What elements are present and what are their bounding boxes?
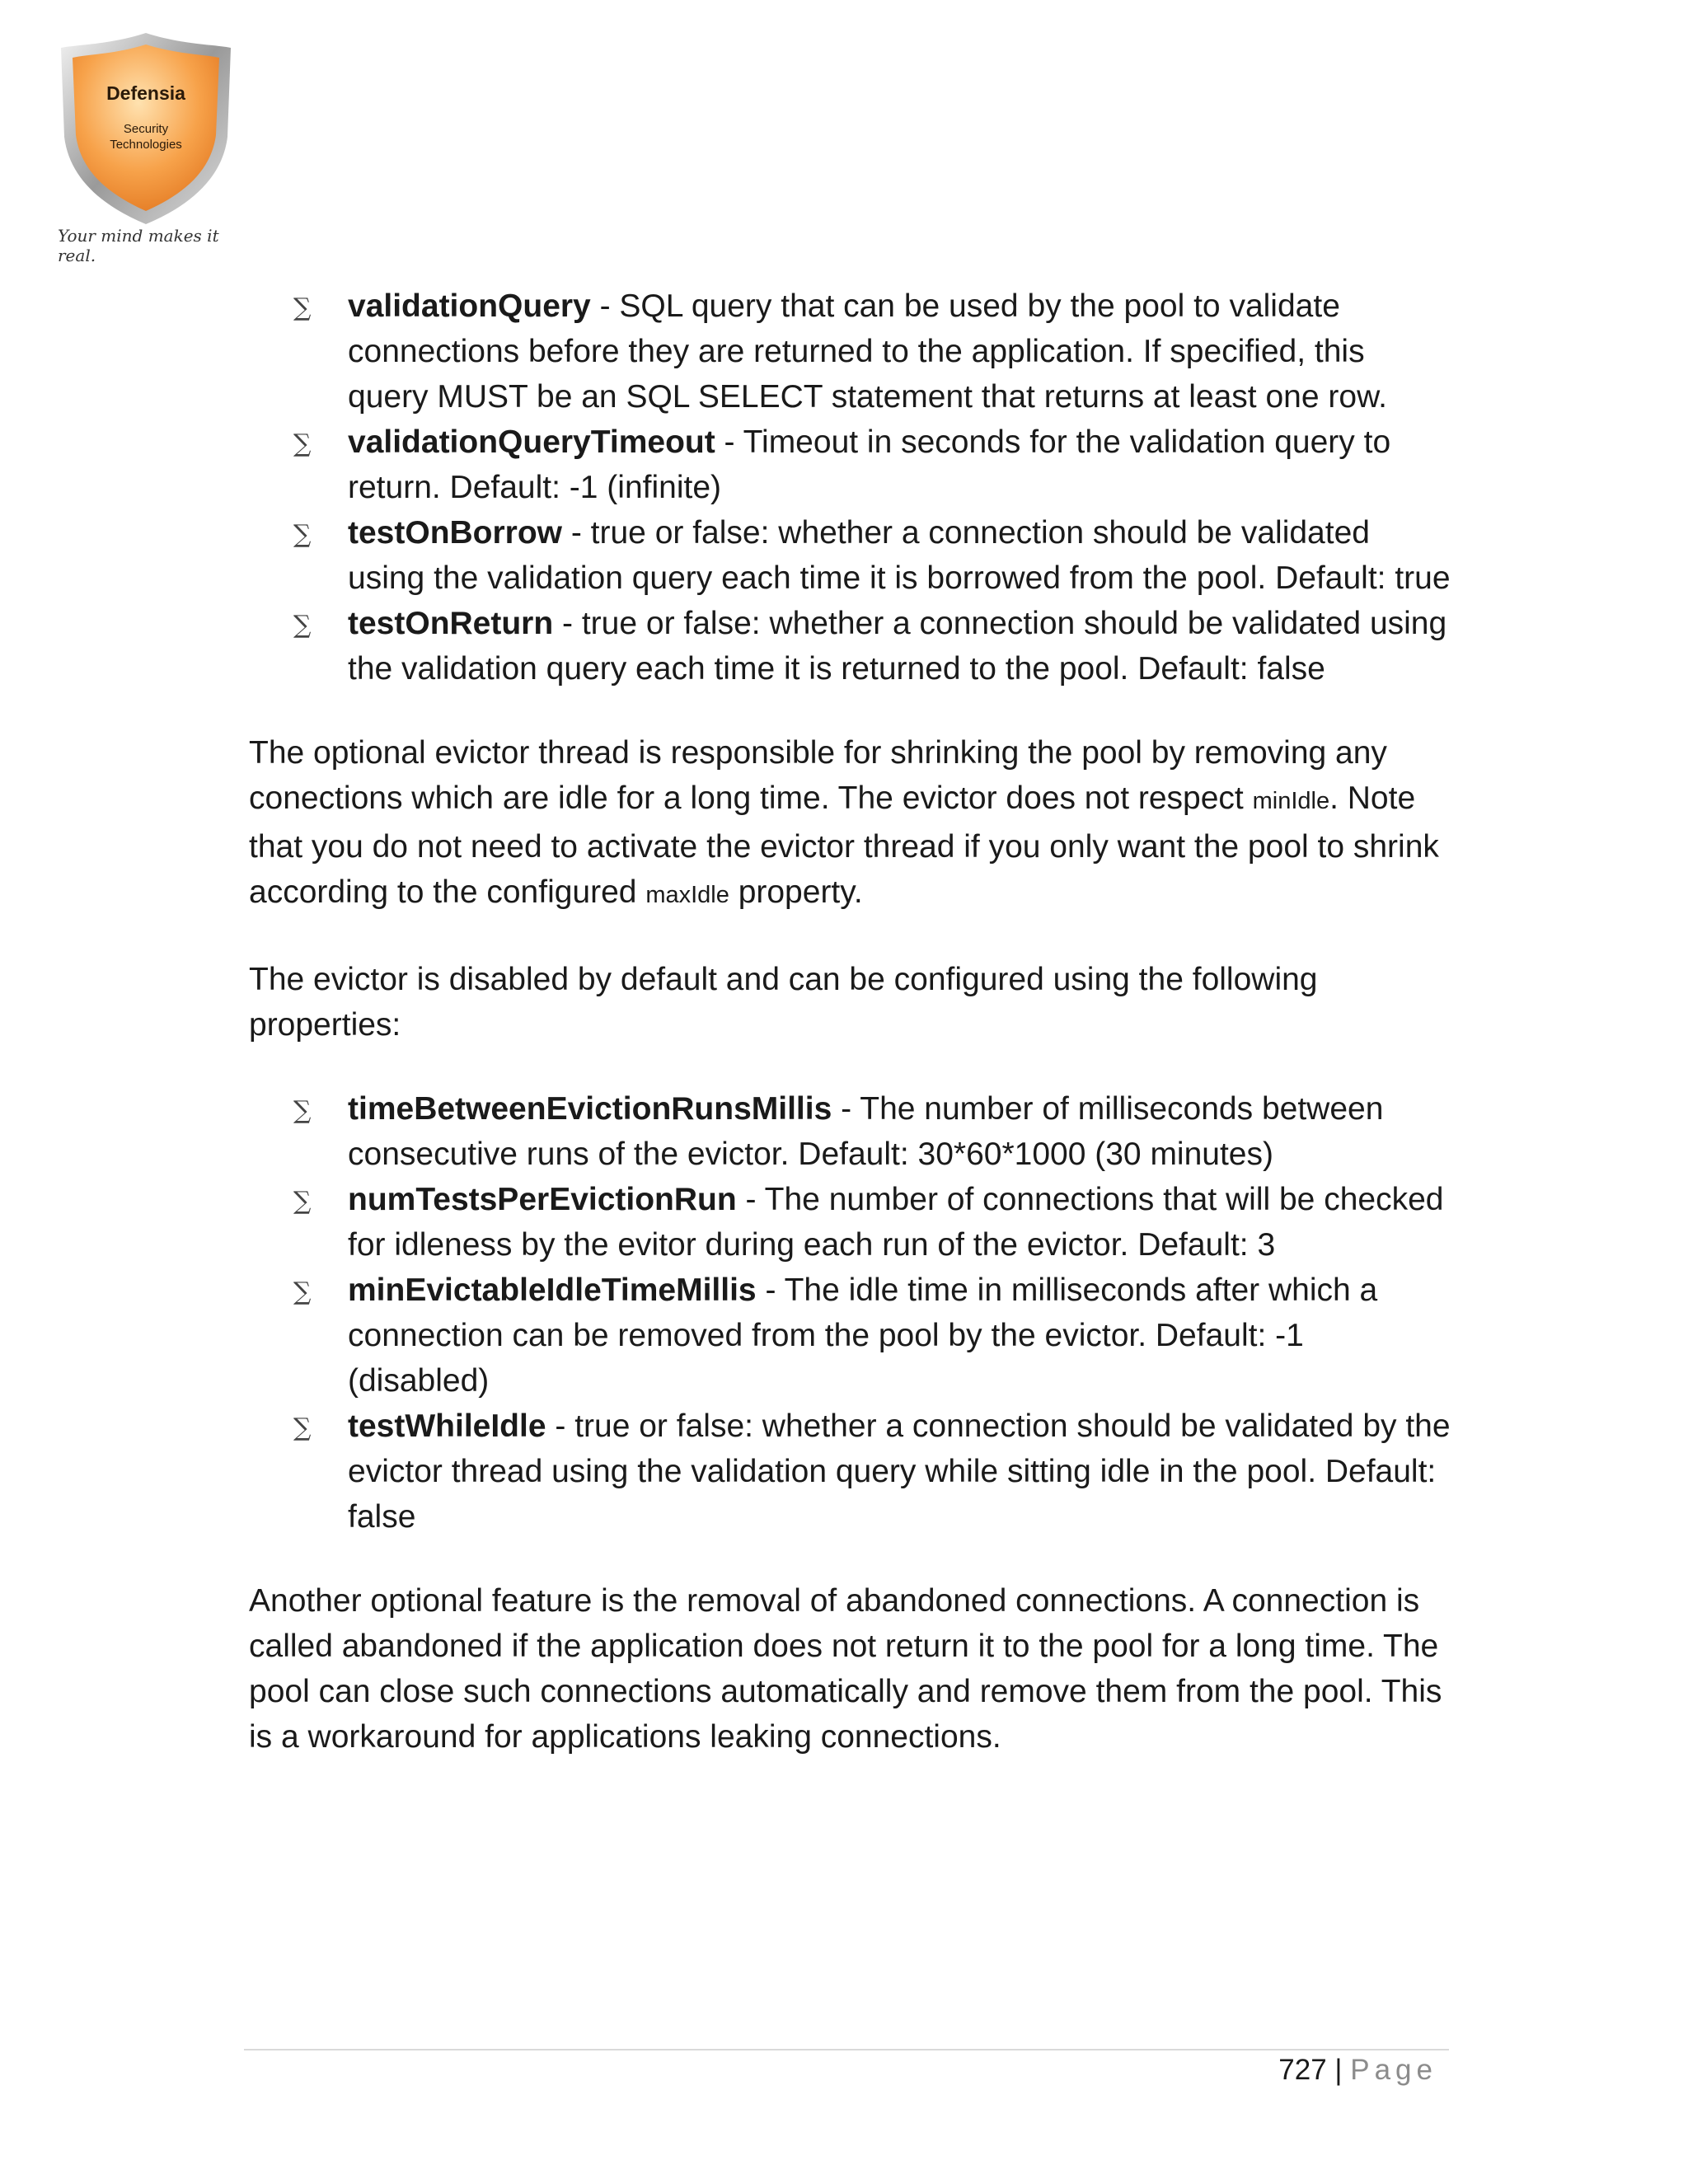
footer-divider <box>244 2049 1449 2050</box>
logo-subtitle-line1: Security <box>123 122 169 136</box>
abandoned-connections-paragraph: Another optional feature is the removal of abandoned connections. A connection is called abandoned if the application does not return it to the pool for a long time. The pool can close such connections automatically and remove them from the pool. This is a workaround for applications leaking connections. <box>249 1583 1442 1755</box>
property-description: - The number of milliseconds between consecutive runs of the evictor. Default: 30*60*1000 (30 minutes) <box>348 1091 1384 1172</box>
validation-properties-list <box>249 284 1452 691</box>
sigma-bullet-icon: ∑ <box>293 1277 312 1306</box>
sigma-bullet-icon: ∑ <box>293 611 312 640</box>
evictor-config-paragraph: The evictor is disabled by default and can be configured using the following properties: <box>249 962 1318 1043</box>
logo-tagline: Your mind makes it real. <box>58 226 219 265</box>
inline-code-minidle: minIdle <box>1252 788 1330 814</box>
page-number: 727 <box>1278 2054 1327 2086</box>
paragraph-text: property. <box>729 874 863 910</box>
footer-separator: | <box>1334 2054 1343 2086</box>
property-description: - true or false: whether a connection should be validated using the validation query each time it is returned to the pool. Default: false <box>348 606 1447 687</box>
property-name: testOnBorrow <box>348 515 563 551</box>
list-item <box>249 419 1452 510</box>
property-name: validationQuery <box>348 288 591 324</box>
property-description: - Timeout in seconds for the validation query to return. Default: -1 (infinite) <box>348 424 1391 505</box>
paragraph-text: The optional evictor thread is responsible for shrinking the pool by removing any conections which are idle for a long time. The evictor does not respect <box>249 735 1387 816</box>
logo-brand-text: Defensia <box>106 82 185 104</box>
property-name: timeBetweenEvictionRunsMillis <box>348 1091 832 1127</box>
evictor-properties-list <box>249 1086 1452 1540</box>
sigma-bullet-icon: ∑ <box>293 293 312 322</box>
property-description: - The number of connections that will be checked for idleness by the evitor during each run of the evictor. Default: 3 <box>348 1182 1444 1263</box>
list-item <box>249 1086 1452 1177</box>
list-item <box>249 284 1452 419</box>
page-footer <box>1278 2054 1437 2087</box>
document-body <box>249 284 1452 1760</box>
property-description: - The idle time in milliseconds after which a connection can be removed from the pool by the evictor. Default: -1 (disabled) <box>348 1272 1378 1399</box>
list-item <box>249 1268 1452 1404</box>
property-description: - SQL query that can be used by the pool to validate connections before they are returned to the application. If specified, this query MUST be an SQL SELECT statement that returns at least one row. <box>348 288 1387 415</box>
list-item <box>249 1404 1452 1540</box>
property-name: numTestsPerEvictionRun <box>348 1182 737 1217</box>
sigma-bullet-icon: ∑ <box>293 1413 312 1442</box>
property-name: minEvictableIdleTimeMillis <box>348 1272 757 1308</box>
property-name: testWhileIdle <box>348 1408 546 1444</box>
list-item <box>249 601 1452 691</box>
list-item <box>249 1177 1452 1268</box>
page-label: Page <box>1350 2054 1437 2086</box>
sigma-bullet-icon: ∑ <box>293 520 312 549</box>
sigma-bullet-icon: ∑ <box>293 1096 312 1125</box>
property-name: validationQueryTimeout <box>348 424 715 460</box>
sigma-bullet-icon: ∑ <box>293 429 312 458</box>
property-name: testOnReturn <box>348 606 554 641</box>
paragraph-text: . Note that you do not need to activate the evictor thread if you only want the pool to shrink according to the configured <box>249 780 1439 910</box>
sigma-bullet-icon: ∑ <box>293 1187 312 1216</box>
logo-subtitle-line2: Technologies <box>110 138 182 152</box>
list-item <box>249 510 1452 601</box>
property-description: - true or false: whether a connection should be validated using the validation query each time it is borrowed from the pool. Default: true <box>348 515 1451 596</box>
evictor-paragraph <box>249 730 1452 918</box>
inline-code-maxidle: maxIdle <box>645 882 729 908</box>
property-description: - true or false: whether a connection should be validated by the evictor thread using the validation query while sitting idle in the pool. Default: false <box>348 1408 1451 1535</box>
